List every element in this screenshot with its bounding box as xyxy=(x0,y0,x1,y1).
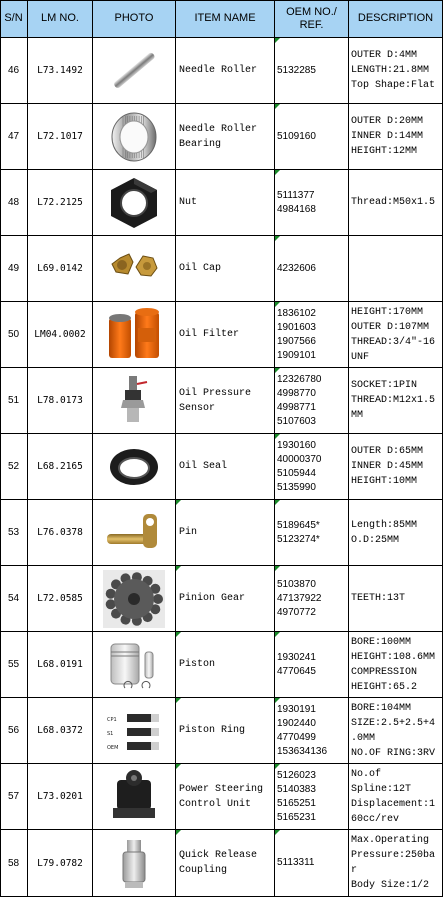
item-name-cell xyxy=(176,500,275,566)
oem-number: 1836102 xyxy=(277,307,316,319)
sn-cell: 51 xyxy=(0,368,28,434)
photo-cell xyxy=(93,368,176,434)
description-line: Displacement:1 xyxy=(351,798,436,810)
header-lm-no: LM NO. xyxy=(28,0,93,38)
lm-no-cell: L79.0782 xyxy=(28,830,93,897)
photo-cell xyxy=(93,830,176,897)
oem-number: 4770645 xyxy=(277,665,316,677)
oem-number: 1909101 xyxy=(277,349,316,361)
oem-number: 5165251 xyxy=(277,797,316,809)
oem-number: 4232606 xyxy=(277,262,316,274)
oil-filter-photo xyxy=(103,306,165,364)
sn-cell: 46 xyxy=(0,38,28,104)
sn-cell: 50 xyxy=(0,302,28,368)
oem-ref-cell xyxy=(275,500,349,566)
description-cell xyxy=(349,368,443,434)
description-line: INNER D:14MM xyxy=(351,131,424,142)
item-name-cell xyxy=(176,104,275,170)
item-name-line: Piston Ring xyxy=(179,725,246,736)
needle-bearing-photo xyxy=(103,108,165,166)
lm-no-cell: L68.0372 xyxy=(28,698,93,764)
item-name-cell xyxy=(176,38,275,104)
oem-number: 4770499 xyxy=(277,731,316,743)
oem-number: 5189645* xyxy=(277,519,320,531)
description-line: HEIGHT:10MM xyxy=(351,476,418,487)
description-line: MM xyxy=(351,410,364,421)
oem-ref-cell xyxy=(275,566,349,632)
sn-cell: 55 xyxy=(0,632,28,698)
item-name-cell xyxy=(176,236,275,302)
photo-cell xyxy=(93,764,176,830)
coupling-photo xyxy=(103,834,165,892)
header-description: DESCRIPTION xyxy=(349,0,443,38)
cell-comment-marker xyxy=(275,830,280,835)
item-name-line: Oil Seal xyxy=(179,461,228,472)
sn-cell: 54 xyxy=(0,566,28,632)
description-line: THREAD:3/4"-16 xyxy=(351,336,436,348)
sn-cell: 52 xyxy=(0,434,28,500)
item-name-line: Needle Roller xyxy=(179,65,258,76)
description-cell xyxy=(349,764,443,830)
item-name-cell xyxy=(176,830,275,897)
item-name-line: Control Unit xyxy=(179,798,252,810)
photo-cell xyxy=(93,698,176,764)
item-name-cell xyxy=(176,566,275,632)
oem-number: 5135990 xyxy=(277,481,316,493)
description-line: HEIGHT:12MM xyxy=(351,146,418,157)
description-line: .0MM xyxy=(351,732,376,744)
cell-comment-marker xyxy=(176,566,181,571)
description-cell xyxy=(349,170,443,236)
photo-cell xyxy=(93,434,176,500)
lm-no-cell: LM04.0002 xyxy=(28,302,93,368)
oem-number: 12326780 xyxy=(277,373,322,385)
oem-number: 4970772 xyxy=(277,606,316,618)
description-line: Spline:12T xyxy=(351,783,412,795)
oem-number: 1902440 xyxy=(277,717,316,729)
photo-cell xyxy=(93,500,176,566)
photo-cell xyxy=(93,170,176,236)
sn-cell: 48 xyxy=(0,170,28,236)
description-cell xyxy=(349,830,443,897)
oem-ref-cell xyxy=(275,236,349,302)
cell-comment-marker xyxy=(176,764,181,769)
oem-number: 1907566 xyxy=(277,335,316,347)
cell-comment-marker xyxy=(275,500,280,505)
description-line: r xyxy=(351,865,358,876)
description-line: Pressure:250ba xyxy=(351,850,436,861)
item-name-cell xyxy=(176,632,275,698)
pressure-sensor-photo xyxy=(103,372,165,430)
description-line: NO.OF RING:3RV xyxy=(351,747,436,759)
sn-cell: 58 xyxy=(0,830,28,897)
cell-comment-marker xyxy=(275,104,280,109)
oem-ref-cell xyxy=(275,764,349,830)
description-line: Max.Operating xyxy=(351,835,430,846)
item-name-line: Coupling xyxy=(179,865,228,876)
oem-number: 4984168 xyxy=(277,203,316,215)
oem-number: 5103870 xyxy=(277,578,316,590)
piston-photo xyxy=(103,636,165,694)
oem-number: 5111377 xyxy=(277,189,315,201)
description-line: SOCKET:1PIN xyxy=(351,380,418,391)
oem-number: 5123274* xyxy=(277,533,320,545)
photo-cell xyxy=(93,104,176,170)
item-name-cell xyxy=(176,698,275,764)
piston-ring-photo xyxy=(103,702,165,760)
oem-ref-cell xyxy=(275,170,349,236)
header-sn: S/N xyxy=(0,0,28,38)
cell-comment-marker xyxy=(275,236,280,241)
photo-cell xyxy=(93,632,176,698)
cell-comment-marker xyxy=(275,698,280,703)
cell-comment-marker xyxy=(275,434,280,439)
oem-number: 1901603 xyxy=(277,321,316,333)
item-name-line: Bearing xyxy=(179,138,222,150)
cell-comment-marker xyxy=(176,698,181,703)
needle-roller-photo xyxy=(103,42,165,100)
oem-number: 40000370 xyxy=(277,453,322,465)
description-cell xyxy=(349,500,443,566)
oem-ref-cell xyxy=(275,434,349,500)
oem-ref-cell xyxy=(275,368,349,434)
photo-cell xyxy=(93,302,176,368)
oem-number: 1930191 xyxy=(277,703,316,715)
item-name-line: Power Steering xyxy=(179,783,264,795)
oil-cap-photo xyxy=(103,240,165,298)
description-cell xyxy=(349,236,443,302)
description-cell xyxy=(349,302,443,368)
description-line: Length:85MM xyxy=(351,519,418,531)
description-line: INNER D:45MM xyxy=(351,461,424,472)
description-line: No.of xyxy=(351,768,382,780)
item-name-cell xyxy=(176,368,275,434)
photo-cell xyxy=(93,236,176,302)
item-name-line: Oil Filter xyxy=(179,329,240,340)
item-name-line: Needle Roller xyxy=(179,123,258,135)
item-name-cell xyxy=(176,170,275,236)
steering-unit-photo xyxy=(103,768,165,826)
lm-no-cell: L76.0378 xyxy=(28,500,93,566)
description-line: 60cc/rev xyxy=(351,813,400,825)
lm-no-cell: L72.0585 xyxy=(28,566,93,632)
oem-number: 47137922 xyxy=(277,592,322,604)
description-cell xyxy=(349,698,443,764)
cell-comment-marker xyxy=(176,500,181,505)
item-name-cell xyxy=(176,302,275,368)
item-name-line: Piston xyxy=(179,659,216,670)
sn-cell: 56 xyxy=(0,698,28,764)
ring-label-2: OEM xyxy=(107,744,119,751)
description-line: OUTER D:4MM xyxy=(351,50,418,61)
description-line: O.D:25MM xyxy=(351,534,400,546)
oem-number: 5126023 xyxy=(277,769,316,781)
header-photo: PHOTO xyxy=(93,0,176,38)
ring-label-0: CP1 xyxy=(107,716,117,723)
oem-ref-cell xyxy=(275,698,349,764)
pinion-gear-photo xyxy=(103,570,165,628)
description-cell xyxy=(349,566,443,632)
description-cell xyxy=(349,434,443,500)
oem-number: 5132285 xyxy=(277,64,316,76)
cell-comment-marker xyxy=(176,830,181,835)
table-top-border xyxy=(0,0,443,1)
description-line: OUTER D:20MM xyxy=(351,116,424,127)
lm-no-cell: L72.2125 xyxy=(28,170,93,236)
sn-cell: 49 xyxy=(0,236,28,302)
item-name-line: Nut xyxy=(179,197,198,208)
oem-number: 5107603 xyxy=(277,415,316,427)
item-name-line: Oil Pressure xyxy=(179,387,252,399)
description-line: BORE:104MM xyxy=(351,702,412,714)
oem-number: 5105944 xyxy=(277,467,316,479)
description-line: BORE:100MM xyxy=(351,636,412,648)
description-line: LENGTH:21.8MM xyxy=(351,65,430,76)
description-line: Body Size:1/2 xyxy=(351,880,430,891)
cell-comment-marker xyxy=(275,764,280,769)
description-line: OUTER D:65MM xyxy=(351,446,424,457)
description-line: TEETH:13T xyxy=(351,593,406,604)
description-line: HEIGHT:65.2 xyxy=(351,681,418,693)
item-name-line: Pin xyxy=(179,527,198,538)
description-line: OUTER D:107MM xyxy=(351,321,430,333)
oem-number: 5109160 xyxy=(277,130,316,142)
lm-no-cell: L73.0201 xyxy=(28,764,93,830)
cell-comment-marker xyxy=(275,170,280,175)
oem-ref-cell xyxy=(275,302,349,368)
item-name-line: Pinion Gear xyxy=(179,593,246,604)
item-name-line: Sensor xyxy=(179,402,216,414)
description-line: THREAD:M12x1.5 xyxy=(351,395,436,406)
sn-cell: 47 xyxy=(0,104,28,170)
description-line: UNF xyxy=(351,351,370,363)
cell-comment-marker xyxy=(275,302,280,307)
oem-number: 5140383 xyxy=(277,783,316,795)
table-left-border xyxy=(0,0,1,897)
oem-number: 5113311 xyxy=(277,857,315,868)
item-name-line: Quick Release xyxy=(179,850,258,861)
lm-no-cell: L68.2165 xyxy=(28,434,93,500)
oem-number: 4998771 xyxy=(277,401,316,413)
oem-ref-cell xyxy=(275,632,349,698)
oem-number: 4998770 xyxy=(277,387,316,399)
description-line: HEIGHT:108.6MM xyxy=(351,651,436,663)
ring-label-1: S1 xyxy=(107,730,114,737)
description-line: Top Shape:Flat xyxy=(351,80,436,91)
photo-cell xyxy=(93,566,176,632)
cell-comment-marker xyxy=(176,632,181,637)
lm-no-cell: L69.0142 xyxy=(28,236,93,302)
description-line: Thread:M50x1.5 xyxy=(351,197,436,208)
header-item-name: ITEM NAME xyxy=(176,0,275,38)
lm-no-cell: L72.1017 xyxy=(28,104,93,170)
item-name-cell xyxy=(176,434,275,500)
oem-ref-cell xyxy=(275,830,349,897)
nut-photo xyxy=(103,174,165,232)
description-line: COMPRESSION xyxy=(351,666,418,678)
lm-no-cell: L78.0173 xyxy=(28,368,93,434)
description-cell xyxy=(349,104,443,170)
oem-number: 153634136 xyxy=(277,745,328,757)
oem-ref-cell xyxy=(275,104,349,170)
oem-number: 1930241 xyxy=(277,651,316,663)
sn-cell: 57 xyxy=(0,764,28,830)
pin-photo xyxy=(103,504,165,562)
oem-number: 1930160 xyxy=(277,439,316,451)
header-oem-ref: OEM NO./ REF. xyxy=(275,0,349,38)
cell-comment-marker xyxy=(275,38,280,43)
oem-number: 5165231 xyxy=(277,811,316,823)
oem-ref-cell xyxy=(275,38,349,104)
description-line: HEIGHT:170MM xyxy=(351,306,424,318)
cell-comment-marker xyxy=(275,368,280,373)
cell-comment-marker xyxy=(275,566,280,571)
sn-cell: 53 xyxy=(0,500,28,566)
description-line: SIZE:2.5+2.5+4 xyxy=(351,717,436,729)
photo-cell xyxy=(93,38,176,104)
cell-comment-marker xyxy=(275,632,280,637)
lm-no-cell: L73.1492 xyxy=(28,38,93,104)
description-cell xyxy=(349,38,443,104)
description-cell xyxy=(349,632,443,698)
item-name-cell xyxy=(176,764,275,830)
lm-no-cell: L68.0191 xyxy=(28,632,93,698)
oil-seal-photo xyxy=(103,438,165,496)
item-name-line: Oil Cap xyxy=(179,263,222,274)
